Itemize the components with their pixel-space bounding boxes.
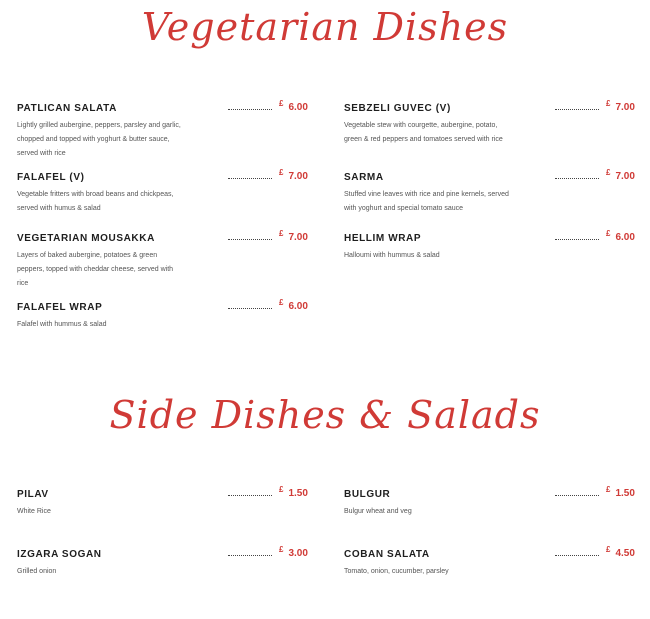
price-leader [228, 308, 272, 309]
currency-symbol: £ [279, 168, 284, 177]
item-price [606, 99, 635, 113]
item-description: Tomato, onion, cucumber, parsley [344, 568, 449, 575]
currency-symbol: £ [279, 99, 284, 108]
item-name: FALAFEL (V) [17, 172, 85, 183]
menu-item-falafel-wrap [17, 298, 308, 332]
item-description: Falafel with hummus & salad [17, 321, 107, 328]
menu-item-hellim-wrap [344, 229, 635, 263]
section-title-side-dishes: Side Dishes & Salads [109, 393, 541, 437]
price-value: 1.50 [288, 488, 308, 499]
item-name: VEGETARIAN MOUSAKKA [17, 233, 155, 244]
price-leader [228, 555, 272, 556]
currency-symbol: £ [606, 168, 611, 177]
price-leader [555, 555, 599, 556]
currency-symbol: £ [606, 545, 611, 554]
currency-symbol: £ [279, 485, 284, 494]
item-name: PATLICAN SALATA [17, 103, 117, 114]
price-leader [228, 109, 272, 110]
item-price [606, 229, 635, 243]
menu-item-coban-salata [344, 545, 635, 579]
currency-symbol: £ [279, 229, 284, 238]
item-price [279, 545, 308, 559]
item-description: Bulgur wheat and veg [344, 508, 412, 515]
item-name: SEBZELI GUVEC (V) [344, 103, 451, 114]
price-leader [555, 178, 599, 179]
item-price [606, 485, 635, 499]
item-description: Lightly grilled aubergine, peppers, parsley and garlic, chopped and topped with yoghurt & butter sauce, served with rice [17, 122, 181, 157]
price-value: 4.50 [615, 548, 635, 559]
menu-item-pilav [17, 485, 308, 519]
price-value: 6.00 [288, 301, 308, 312]
item-description: White Rice [17, 508, 51, 515]
price-value: 7.00 [288, 171, 308, 182]
item-price [279, 229, 308, 243]
menu-item-patlican-salata [17, 99, 308, 161]
item-name: FALAFEL WRAP [17, 302, 103, 313]
price-leader [555, 239, 599, 240]
menu-item-bulgur [344, 485, 635, 519]
item-price [279, 298, 308, 312]
price-value: 7.00 [615, 102, 635, 113]
price-leader [228, 178, 272, 179]
item-price [279, 168, 308, 182]
item-description: Grilled onion [17, 568, 57, 575]
price-value: 6.00 [288, 102, 308, 113]
section-title-vegetarian: Vegetarian Dishes [141, 5, 509, 49]
item-name: HELLIM WRAP [344, 233, 422, 244]
price-leader [555, 109, 599, 110]
item-description: Stuffed vine leaves with rice and pine kernels, served with yoghurt and special tomato sauce [344, 191, 509, 212]
currency-symbol: £ [606, 99, 611, 108]
price-value: 6.00 [615, 232, 635, 243]
menu-item-falafel [17, 168, 308, 216]
price-leader [228, 239, 272, 240]
menu-item-sebzeli-guvec [344, 99, 635, 147]
item-description: Layers of baked aubergine, potatoes & green peppers, topped with cheddar cheese, served with rice [17, 252, 174, 287]
price-leader [555, 495, 599, 496]
price-value: 3.00 [288, 548, 308, 559]
item-price [606, 545, 635, 559]
menu-item-vegetarian-mousakka [17, 229, 308, 291]
item-name: PILAV [17, 489, 49, 500]
item-description: Halloumi with hummus & salad [344, 252, 440, 259]
item-name: IZGARA SOGAN [17, 549, 102, 560]
item-price [606, 168, 635, 182]
item-description: Vegetable fritters with broad beans and chickpeas, served with humus & salad [17, 191, 174, 212]
item-name: SARMA [344, 172, 384, 183]
price-leader [228, 495, 272, 496]
item-description: Vegetable stew with courgette, aubergine, potato, green & red peppers and tomatoes served with rice [344, 122, 503, 143]
menu-item-izgara-sogan [17, 545, 308, 579]
item-price [279, 485, 308, 499]
currency-symbol: £ [606, 485, 611, 494]
menu-item-sarma [344, 168, 635, 216]
item-price [279, 99, 308, 113]
price-value: 7.00 [288, 232, 308, 243]
currency-symbol: £ [279, 298, 284, 307]
currency-symbol: £ [279, 545, 284, 554]
item-name: COBAN SALATA [344, 549, 430, 560]
price-value: 1.50 [615, 488, 635, 499]
price-value: 7.00 [615, 171, 635, 182]
currency-symbol: £ [606, 229, 611, 238]
item-name: BULGUR [344, 489, 391, 500]
